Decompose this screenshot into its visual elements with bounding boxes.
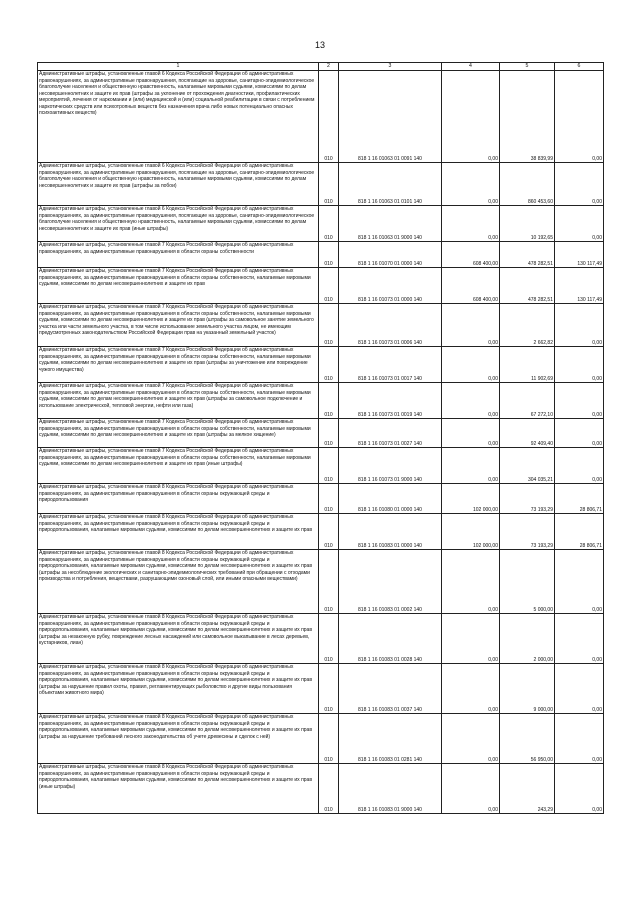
- row-unexecuted-amount: 0,00: [555, 448, 604, 484]
- table-row: [38, 242, 604, 268]
- row-unexecuted-amount: 28 806,71: [555, 514, 604, 550]
- row-line-code: 010: [319, 304, 339, 347]
- revenue-table: [37, 62, 604, 814]
- row-executed-amount: 304 035,21: [500, 448, 555, 484]
- row-line-code: 010: [319, 419, 339, 448]
- column-header: 1: [38, 63, 319, 71]
- table-row: [38, 206, 604, 242]
- row-executed-amount: 9 000,00: [500, 664, 555, 714]
- row-executed-amount: 478 282,51: [500, 242, 555, 268]
- row-unexecuted-amount: 0,00: [555, 71, 604, 163]
- row-line-code: 010: [319, 714, 339, 764]
- table-row: [38, 764, 604, 814]
- row-budget-code: 818 1 16 01073 01 0019 140: [339, 383, 442, 419]
- column-header: 6: [555, 63, 604, 71]
- row-budget-code: 818 1 16 01073 01 0017 140: [339, 347, 442, 383]
- row-executed-amount: 478 282,51: [500, 268, 555, 304]
- row-description: Административные штрафы, установленные главой 8 Кодекса Российской Федерации об административных правонарушениях, за административные правонарушения в области охраны окружающей среды и природопользования, налагаемые мировыми судьями, комиссиями по делам несовершеннолетних и защите их прав (штрафы за нарушение правил охоты, правил, регламентирующих рыболовство и другие виды пользования объектами животного мира): [38, 664, 319, 714]
- row-executed-amount: 243,29: [500, 764, 555, 814]
- row-line-code: 010: [319, 383, 339, 419]
- table-row: [38, 383, 604, 419]
- row-executed-amount: 5 000,00: [500, 550, 555, 614]
- row-description: Административные штрафы, установленные главой 7 Кодекса Российской Федерации об административных правонарушениях, за административные правонарушения в области охраны собственности, налагаемые мировыми судьями, комиссиями по делам несовершеннолетних и защите их прав: [38, 268, 319, 304]
- row-executed-amount: 67 272,10: [500, 383, 555, 419]
- row-budget-code: 818 1 16 01083 01 0281 140: [339, 714, 442, 764]
- row-unexecuted-amount: 0,00: [555, 419, 604, 448]
- row-executed-amount: 73 193,29: [500, 514, 555, 550]
- row-budget-code: 818 1 16 01063 01 9000 140: [339, 206, 442, 242]
- row-line-code: 010: [319, 664, 339, 714]
- table-row: [38, 419, 604, 448]
- row-unexecuted-amount: 0,00: [555, 764, 604, 814]
- row-budget-code: 818 1 16 01073 01 9000 140: [339, 448, 442, 484]
- row-unexecuted-amount: 0,00: [555, 714, 604, 764]
- column-header: 3: [339, 63, 442, 71]
- row-approved-amount: 0,00: [442, 614, 500, 664]
- table-row: [38, 347, 604, 383]
- row-line-code: 010: [319, 550, 339, 614]
- row-budget-code: 818 1 16 01063 01 0101 140: [339, 163, 442, 206]
- row-description: Административные штрафы, установленные главой 6 Кодекса Российской Федерации об административных правонарушениях, за административные правонарушения, посягающие на здоровье, санитарно-эпидемиологическое благополучие населения и общественную нравственность, налагаемые мировыми судьями, комиссиями по делам несовершеннолетних и защите их прав (штрафы за уклонение от прохождения диагностики, профилактических мероприятий, лечения от наркомании и (или) медицинской и (или) социальной реабилитации в связи с потреблением наркотических средств или психотропных веществ без назначения врача либо новых потенциально опасных психоактивных веществ): [38, 71, 319, 163]
- row-approved-amount: 0,00: [442, 347, 500, 383]
- row-approved-amount: 0,00: [442, 714, 500, 764]
- row-description: Административные штрафы, установленные главой 7 Кодекса Российской Федерации об административных правонарушениях, за административные правонарушения в области охраны собственности, налагаемые мировыми судьями, комиссиями по делам несовершеннолетних и защите их прав (штрафы за самовольное занятие земельного участка или части земельного участка, в том числе использование земельного участка лицом, не имеющим предусмотренных законодательством Российской Федерации прав на указанный земельный участок): [38, 304, 319, 347]
- row-unexecuted-amount: 0,00: [555, 347, 604, 383]
- table-row: [38, 714, 604, 764]
- row-unexecuted-amount: 0,00: [555, 383, 604, 419]
- row-unexecuted-amount: 0,00: [555, 206, 604, 242]
- row-line-code: 010: [319, 484, 339, 514]
- row-description: Административные штрафы, установленные главой 8 Кодекса Российской Федерации об административных правонарушениях, за административные правонарушения в области охраны окружающей среды и природопользования: [38, 484, 319, 514]
- row-budget-code: 818 1 16 01070 01 0000 140: [339, 242, 442, 268]
- row-budget-code: 818 1 16 01073 01 0000 140: [339, 268, 442, 304]
- column-header: 5: [500, 63, 555, 71]
- row-executed-amount: 860 453,60: [500, 163, 555, 206]
- row-budget-code: 818 1 16 01083 01 9000 140: [339, 764, 442, 814]
- row-line-code: 010: [319, 614, 339, 664]
- table-row: [38, 448, 604, 484]
- page-number: 13: [314, 40, 325, 50]
- row-executed-amount: 2 662,82: [500, 304, 555, 347]
- row-line-code: 010: [319, 448, 339, 484]
- row-executed-amount: 10 192,65: [500, 206, 555, 242]
- row-budget-code: 818 1 16 01083 01 0000 140: [339, 514, 442, 550]
- table-row: [38, 614, 604, 664]
- row-approved-amount: 0,00: [442, 664, 500, 714]
- row-budget-code: 818 1 16 01073 01 0006 140: [339, 304, 442, 347]
- row-unexecuted-amount: 0,00: [555, 664, 604, 714]
- row-unexecuted-amount: 0,00: [555, 304, 604, 347]
- row-unexecuted-amount: 0,00: [555, 550, 604, 614]
- row-line-code: 010: [319, 206, 339, 242]
- table-row: [38, 268, 604, 304]
- row-budget-code: 818 1 16 01063 01 0091 140: [339, 71, 442, 163]
- row-executed-amount: 56 950,00: [500, 714, 555, 764]
- row-approved-amount: 608 400,00: [442, 242, 500, 268]
- column-header: 2: [319, 63, 339, 71]
- row-description: Административные штрафы, установленные главой 8 Кодекса Российской Федерации об административных правонарушениях, за административные правонарушения в области охраны окружающей среды и природопользования, налагаемые мировыми судьями, комиссиями по делам несовершеннолетних и защите их прав (иные штрафы): [38, 764, 319, 814]
- row-line-code: 010: [319, 268, 339, 304]
- row-description: Административные штрафы, установленные главой 7 Кодекса Российской Федерации об административных правонарушениях, за административные правонарушения в области охраны собственности, налагаемые мировыми судьями, комиссиями по делам несовершеннолетних и защите их прав (штрафы за мелкое хищение): [38, 419, 319, 448]
- row-budget-code: 818 1 16 01083 01 0002 140: [339, 550, 442, 614]
- table-row: [38, 484, 604, 514]
- row-executed-amount: 38 839,99: [500, 71, 555, 163]
- row-description: Административные штрафы, установленные главой 8 Кодекса Российской Федерации об административных правонарушениях, за административные правонарушения в области охраны окружающей среды и природопользования, налагаемые мировыми судьями, комиссиями по делам несовершеннолетних и защите их прав: [38, 514, 319, 550]
- row-line-code: 010: [319, 764, 339, 814]
- row-approved-amount: 608 400,00: [442, 268, 500, 304]
- row-executed-amount: 11 902,69: [500, 347, 555, 383]
- table-row: [38, 514, 604, 550]
- table-row: [38, 664, 604, 714]
- row-budget-code: 818 1 16 01073 01 0027 140: [339, 419, 442, 448]
- row-line-code: 010: [319, 242, 339, 268]
- row-description: Административные штрафы, установленные главой 7 Кодекса Российской Федерации об административных правонарушениях, за административные правонарушения в области охраны собственности, налагаемые мировыми судьями, комиссиями по делам несовершеннолетних и защите их прав (штрафы за уничтожение или повреждение чужого имущества): [38, 347, 319, 383]
- row-description: Административные штрафы, установленные главой 8 Кодекса Российской Федерации об административных правонарушениях, за административные правонарушения в области охраны окружающей среды и природопользования, налагаемые мировыми судьями, комиссиями по делам несовершеннолетних и защите их прав (штрафы за нарушение требований лесного законодательства об учете древесины и сделок с ней): [38, 714, 319, 764]
- row-budget-code: 818 1 16 01080 01 0000 140: [339, 484, 442, 514]
- column-header: 4: [442, 63, 500, 71]
- table-row: [38, 163, 604, 206]
- row-budget-code: 818 1 16 01083 01 0037 140: [339, 664, 442, 714]
- row-line-code: 010: [319, 71, 339, 163]
- row-budget-code: 818 1 16 01083 01 0028 140: [339, 614, 442, 664]
- row-approved-amount: 0,00: [442, 304, 500, 347]
- row-description: Административные штрафы, установленные главой 7 Кодекса Российской Федерации об административных правонарушениях, за административные правонарушения в области охраны собственности, налагаемые мировыми судьями, комиссиями по делам несовершеннолетних и защите их прав (иные штрафы): [38, 448, 319, 484]
- table-row: [38, 71, 604, 163]
- row-approved-amount: 0,00: [442, 764, 500, 814]
- row-description: Административные штрафы, установленные главой 7 Кодекса Российской Федерации об административных правонарушениях, за административные правонарушения в области охраны собственности: [38, 242, 319, 268]
- row-unexecuted-amount: 130 117,49: [555, 268, 604, 304]
- row-approved-amount: 0,00: [442, 163, 500, 206]
- row-approved-amount: 0,00: [442, 71, 500, 163]
- row-description: Административные штрафы, установленные главой 6 Кодекса Российской Федерации об административных правонарушениях, за административные правонарушения, посягающие на здоровье, санитарно-эпидемиологическое благополучие населения и общественную нравственность, налагаемые мировыми судьями, комиссиями по делам несовершеннолетних и защите их прав (иные штрафы): [38, 206, 319, 242]
- row-approved-amount: 0,00: [442, 419, 500, 448]
- row-unexecuted-amount: 28 806,71: [555, 484, 604, 514]
- row-approved-amount: 102 000,00: [442, 514, 500, 550]
- row-description: Административные штрафы, установленные главой 8 Кодекса Российской Федерации об административных правонарушениях, за административные правонарушения в области охраны окружающей среды и природопользования, налагаемые мировыми судьями, комиссиями по делам несовершеннолетних и защите их прав (штрафы за несоблюдение экологических и санитарно-эпидемиологических требований при обращении с отходами производства и потребления, веществами, разрушающими озоновый слой, или иными опасными веществами): [38, 550, 319, 614]
- row-approved-amount: 102 000,00: [442, 484, 500, 514]
- row-unexecuted-amount: 130 117,49: [555, 242, 604, 268]
- row-line-code: 010: [319, 347, 339, 383]
- row-executed-amount: 92 409,40: [500, 419, 555, 448]
- row-unexecuted-amount: 0,00: [555, 614, 604, 664]
- row-description: Административные штрафы, установленные главой 7 Кодекса Российской Федерации об административных правонарушениях, за административные правонарушения в области охраны собственности, налагаемые мировыми судьями, комиссиями по делам несовершеннолетних и защите их прав (штрафы за самовольное подключение и использование электрической, тепловой энергии, нефти или газа): [38, 383, 319, 419]
- row-executed-amount: 2 000,00: [500, 614, 555, 664]
- row-approved-amount: 0,00: [442, 550, 500, 614]
- row-unexecuted-amount: 0,00: [555, 163, 604, 206]
- row-approved-amount: 0,00: [442, 383, 500, 419]
- row-approved-amount: 0,00: [442, 206, 500, 242]
- row-executed-amount: 73 193,29: [500, 484, 555, 514]
- row-description: Административные штрафы, установленные главой 6 Кодекса Российской Федерации об административных правонарушениях, за административные правонарушения, посягающие на здоровье, санитарно-эпидемиологическое благополучие населения и общественную нравственность, налагаемые мировыми судьями, комиссиями по делам несовершеннолетних и защите их прав (штрафы за побои): [38, 163, 319, 206]
- table-body: [38, 71, 604, 814]
- row-line-code: 010: [319, 163, 339, 206]
- table-row: [38, 550, 604, 614]
- row-approved-amount: 0,00: [442, 448, 500, 484]
- table-row: [38, 304, 604, 347]
- table-header-row: [38, 63, 604, 71]
- row-description: Административные штрафы, установленные главой 8 Кодекса Российской Федерации об административных правонарушениях, за административные правонарушения в области охраны окружающей среды и природопользования, налагаемые мировыми судьями, комиссиями по делам несовершеннолетних и защите их прав (штрафы за незаконную рубку, повреждение лесных насаждений или самовольное выкапывание в лесах деревьев, кустарников, лиан): [38, 614, 319, 664]
- row-line-code: 010: [319, 514, 339, 550]
